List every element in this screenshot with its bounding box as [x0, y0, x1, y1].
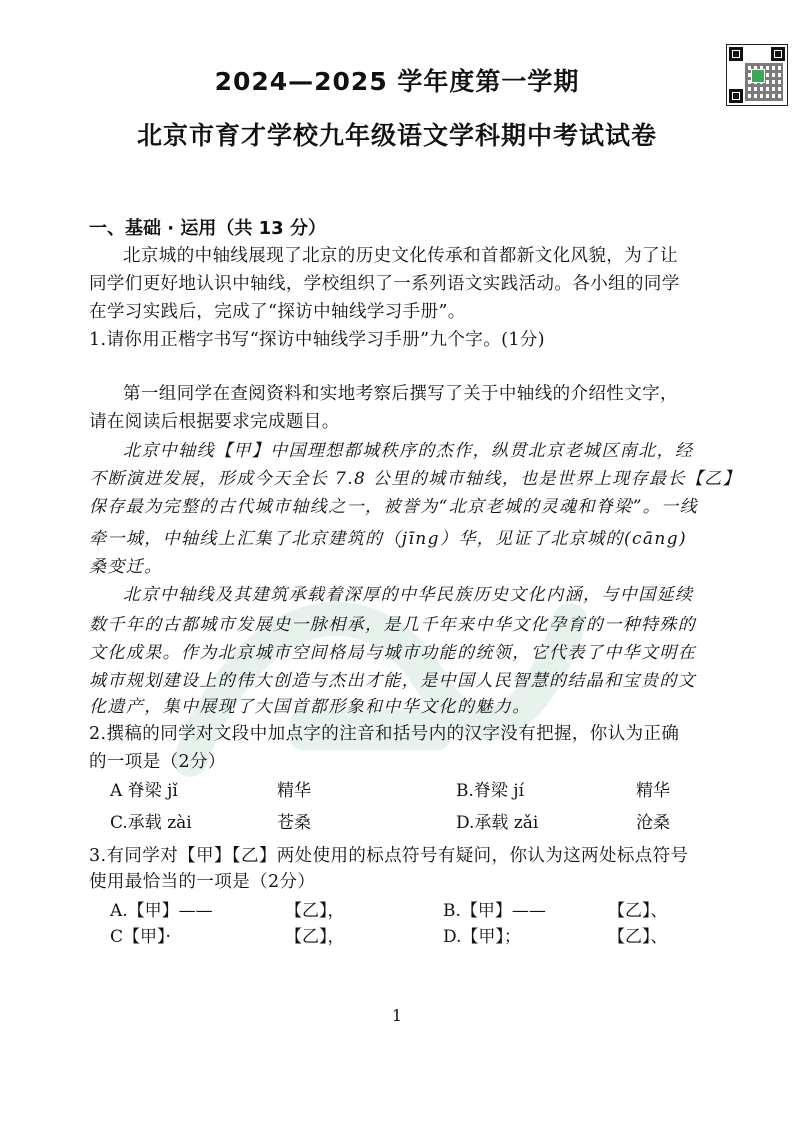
section-heading: 一、基础 · 运用（共 13 分）	[89, 218, 326, 239]
q3-option-c: C【甲】·	[110, 927, 171, 947]
page-number: 1	[391, 1006, 403, 1025]
q2-option-b-word: 精华	[636, 781, 670, 801]
q2-option-b: B.脊梁 jí	[456, 781, 525, 801]
passage1-line-3: 保存最为完整的古代城市轴线之一，被誉为“北京老城的灵魂和脊梁”。一线	[89, 497, 698, 517]
question-2-line-1: 2.撰稿的同学对文段中加点字的注音和括号内的汉字没有把握，你认为正确	[89, 724, 680, 744]
passage2-line-5: 化遗产，集中展现了大国首都形象和中华文化的魅力。	[89, 697, 531, 717]
intro-line-1: 北京城的中轴线展现了北京的历史文化传承和首都新文化风貌，为了让	[123, 246, 678, 266]
passage2-line-2: 数千年的古都城市发展史一脉相承，是几千年来中华文化孕育的一种特殊的	[89, 615, 697, 635]
page-title-line-1: 2024—2025 学年度第一学期	[214, 67, 580, 96]
q3-option-d-second: 【乙】、	[608, 927, 668, 947]
page-title-line-2: 北京市育才学校九年级语文学科期中考试试卷	[136, 121, 657, 150]
q2-option-c-word: 苍桑	[277, 813, 311, 833]
passage2-line-1: 北京中轴线及其建筑承载着深厚的中华民族历史文化内涵，与中国延续	[123, 585, 694, 605]
passage1-line-1: 北京中轴线【甲】中国理想都城秩序的杰作，纵贯北京老城区南北，经	[123, 441, 694, 461]
intro-line-3: 在学习实践后，完成了“探访中轴线学习手册”。	[89, 302, 466, 322]
q2-option-d-word: 沧桑	[636, 813, 670, 833]
q2-option-a: A 脊梁 jǐ	[110, 781, 178, 801]
passage2-line-3: 文化成果。作为北京城市空间格局与城市功能的统领，它代表了中华文明在	[89, 643, 697, 663]
question-3-line-2: 使用最恰当的一项是（2分）	[89, 872, 316, 892]
q3-option-b-second: 【乙】、	[608, 901, 668, 921]
question-1: 1.请你用正楷字书写“探访中轴线学习手册”九个字。(1分)	[89, 330, 545, 350]
passage1-line-2: 不断演进发展，形成今天全长 7.8 公里的城市轴线，也是世界上现存最长【乙】	[89, 469, 742, 489]
q3-option-c-second: 【乙】，	[285, 927, 345, 947]
q2-option-d: D.承载 zǎi	[456, 813, 539, 833]
q3-option-b: B.【甲】——	[443, 901, 546, 921]
question-2-line-2: 的一项是（2分）	[89, 752, 226, 772]
q2-option-c: C.承载 zài	[110, 813, 192, 833]
q3-option-d: D.【甲】；	[443, 927, 521, 947]
q2-option-a-word: 精华	[277, 781, 311, 801]
intro-line-2: 同学们更好地认识中轴线，学校组织了一系列语文实践活动。各小组的同学	[89, 274, 680, 294]
passage2-line-4: 城市规划建设上的伟大创造与杰出才能，是中国人民智慧的结晶和宝贵的文	[89, 671, 697, 691]
group1-line-2: 请在阅读后根据要求完成题目。	[89, 412, 340, 432]
q3-option-a-second: 【乙】，	[285, 901, 345, 921]
q3-option-a: A.【甲】——	[110, 901, 213, 921]
question-3-line-1: 3.有同学对【甲】【乙】两处使用的标点符号有疑问，你认为这两处标点符号	[89, 846, 689, 866]
group1-line-1: 第一组同学在查阅资料和实地考察后撰写了关于中轴线的介绍性文字，	[123, 384, 678, 404]
passage1-line-5: 桑变迁。	[89, 557, 163, 577]
passage1-line-4: 牵一城，中轴线上汇集了北京建筑的（jīng）华，见证了北京城的(cāng)	[89, 529, 688, 549]
